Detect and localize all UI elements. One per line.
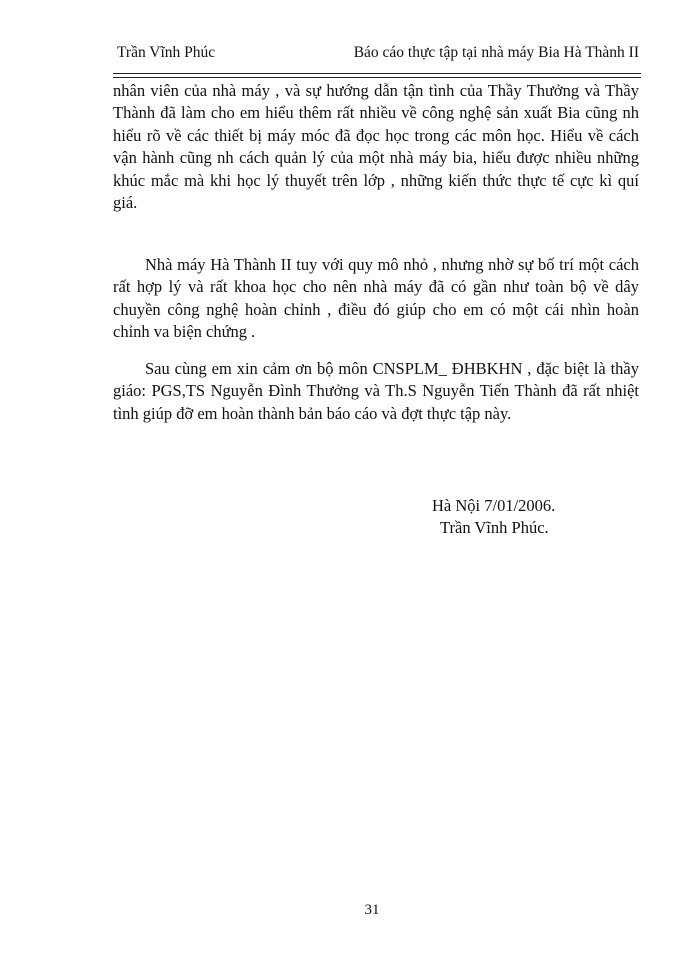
paragraph-text: Nhà máy Hà Thành II tuy với quy mô nhỏ , nhưng nhờ sự bố trí một cách rất hợp lý và rất khoa học cho nên nhà máy đã có gần như toàn bộ về dây chuyền công nghệ hoàn chỉnh , điều đó giúp cho em có một cái nhìn hoàn chỉnh va biện chứng . <box>113 255 639 342</box>
header-report-title: Báo cáo thực tập tại nhà máy Bia Hà Thành II <box>353 44 639 61</box>
paragraph-factory-overview <box>113 254 639 344</box>
page-number: 31 <box>364 902 380 918</box>
paragraph-thanks <box>113 358 639 425</box>
paragraph-acknowledgement-continued <box>113 80 639 214</box>
header-author: Trần Vĩnh Phúc <box>117 44 216 61</box>
header-rule-bottom <box>113 77 641 78</box>
paragraph-text: nhân viên của nhà máy , và sự hướng dẫn tận tình của Thầy Thưởng và Thầy Thành đã làm cho em hiểu thêm rất nhiều về công nghệ sản xuất Bia cũng nh hiểu rõ về các thiết bị máy móc đã đọc học trong các môn học. Hiểu về cách vận hành cũng nh cách quản lý của một nhà máy bia, hiểu được nhiều những khúc mắc mà khi học lý thuyết trên lớp , những kiến thức thực tế cực kì quí giá. <box>113 81 639 213</box>
page-header <box>117 44 639 66</box>
paragraph-text: Sau cùng em xin cảm ơn bộ môn CNSPLM_ ĐHBKHN , đặc biệt là thầy giáo: PGS,TS Nguyễn Đình Thưởng và Th.S Nguyễn Tiến Thành đã rất nhiệt tình giúp đỡ em hoàn thành bản báo cáo và đợt thực tập này. <box>113 359 639 423</box>
header-rule-top <box>113 73 641 74</box>
signature-name: Trần Vĩnh Phúc. <box>440 518 549 537</box>
signature-place-date: Hà Nội 7/01/2006. <box>432 496 556 515</box>
